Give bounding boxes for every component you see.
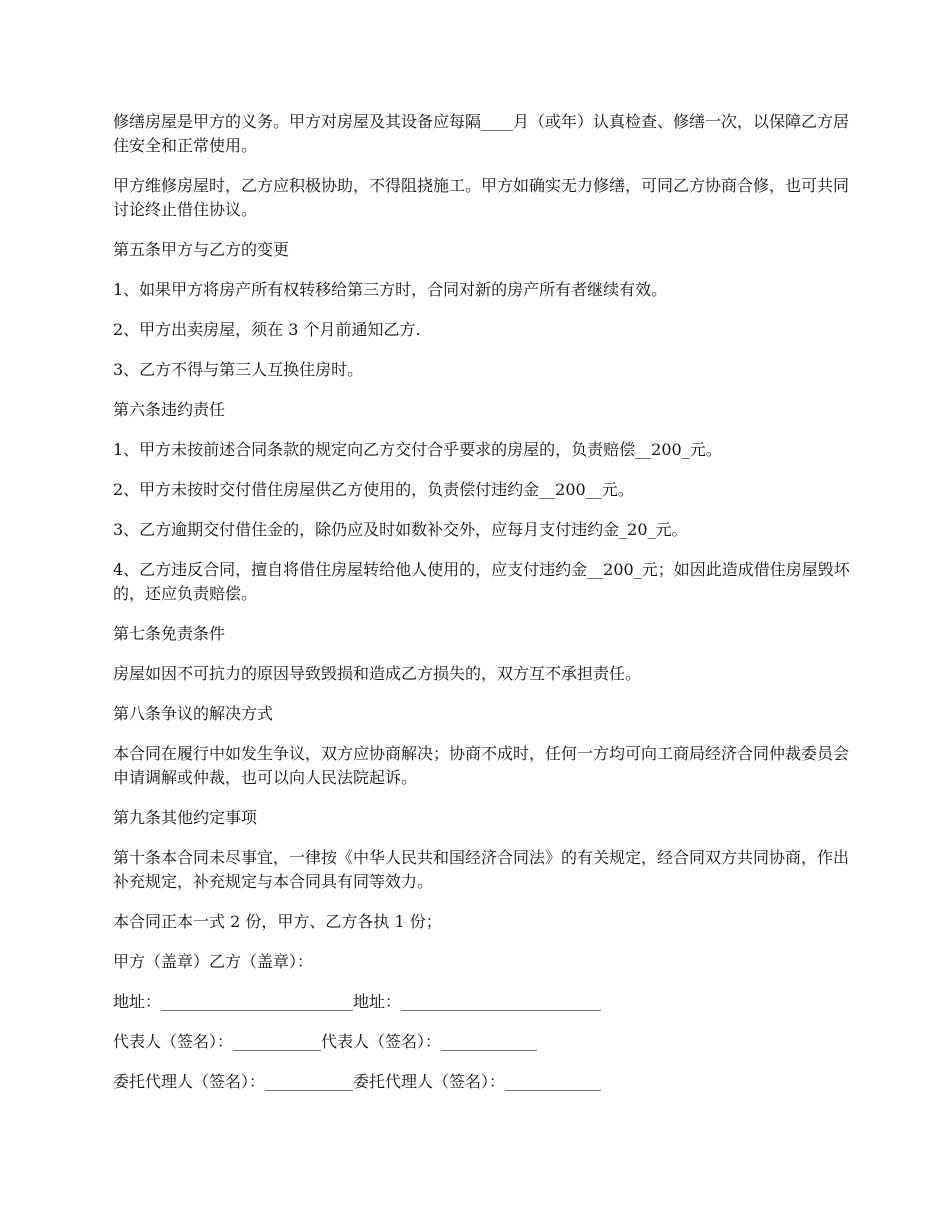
seal-line: 甲方（盖章）乙方（盖章）： xyxy=(113,952,314,971)
representative-signature-line: 代表人（签名）：___________代表人（签名）：____________ xyxy=(113,1032,538,1051)
paragraph-repair-cooperation: 甲方维修房屋时，乙方应积极协助，不得阻挠施工。甲方如确实无力修缮，可同乙方协商合修，也可共同讨论终止借住协议。 xyxy=(113,176,850,219)
agent-signature-line: 委托代理人（签名）：___________委托代理人（签名）：____________ xyxy=(113,1072,602,1091)
article-7-body: 房屋如因不可抗力的原因导致毁损和造成乙方损失的，双方互不承担责任。 xyxy=(113,664,642,683)
article-5-item-2: 2、甲方出卖房屋，须在 3 个月前通知乙方. xyxy=(113,320,421,339)
article-10-body: 第十条本合同未尽事宜，一律按《中华人民共和国经济合同法》的有关规定，经合同双方共同协商，作出补充规定，补充规定与本合同具有同等效力。 xyxy=(113,848,850,891)
article-7-heading: 第七条免责条件 xyxy=(113,624,226,643)
article-8-heading: 第八条争议的解决方式 xyxy=(113,704,274,723)
article-5-heading: 第五条甲方与乙方的变更 xyxy=(113,240,290,259)
address-line: 地址：________________________地址：_________________________ xyxy=(113,992,602,1011)
article-8-body: 本合同在履行中如发生争议，双方应协商解决；协商不成时，任何一方均可向工商局经济合同仲裁委员会申请调解或仲裁，也可以向人民法院起诉。 xyxy=(113,744,850,787)
article-6-heading: 第六条违约责任 xyxy=(113,400,226,419)
document-page xyxy=(113,110,853,1110)
article-6-item-4: 4、乙方违反合同，擅自将借住房屋转给他人使用的，应支付违约金__200_元；如因此造成借住房屋毁坏的，还应负责赔偿。 xyxy=(113,560,850,603)
article-6-item-3: 3、乙方逾期交付借住金的，除仍应及时如数补交外，应每月支付违约金_20_元。 xyxy=(113,520,688,539)
article-5-item-3: 3、乙方不得与第三人互换住房时。 xyxy=(113,360,364,379)
article-6-item-2: 2、甲方未按时交付借住房屋供乙方使用的，负责偿付违约金__200__元。 xyxy=(113,480,634,499)
article-5-item-1: 1、如果甲方将房产所有权转移给第三方时，合同对新的房产所有者继续有效。 xyxy=(113,280,668,299)
copies-clause: 本合同正本一式 2 份，甲方、乙方各执 1 份； xyxy=(113,912,442,931)
article-6-item-1: 1、甲方未按前述合同条款的规定向乙方交付合乎要求的房屋的，负责赔偿__200_元。 xyxy=(113,440,722,459)
paragraph-repair-duty: 修缮房屋是甲方的义务。甲方对房屋及其设备应每隔____月（或年）认真检查、修缮一次，以保障乙方居住安全和正常使用。 xyxy=(113,112,850,155)
article-9-heading: 第九条其他约定事项 xyxy=(113,808,258,827)
